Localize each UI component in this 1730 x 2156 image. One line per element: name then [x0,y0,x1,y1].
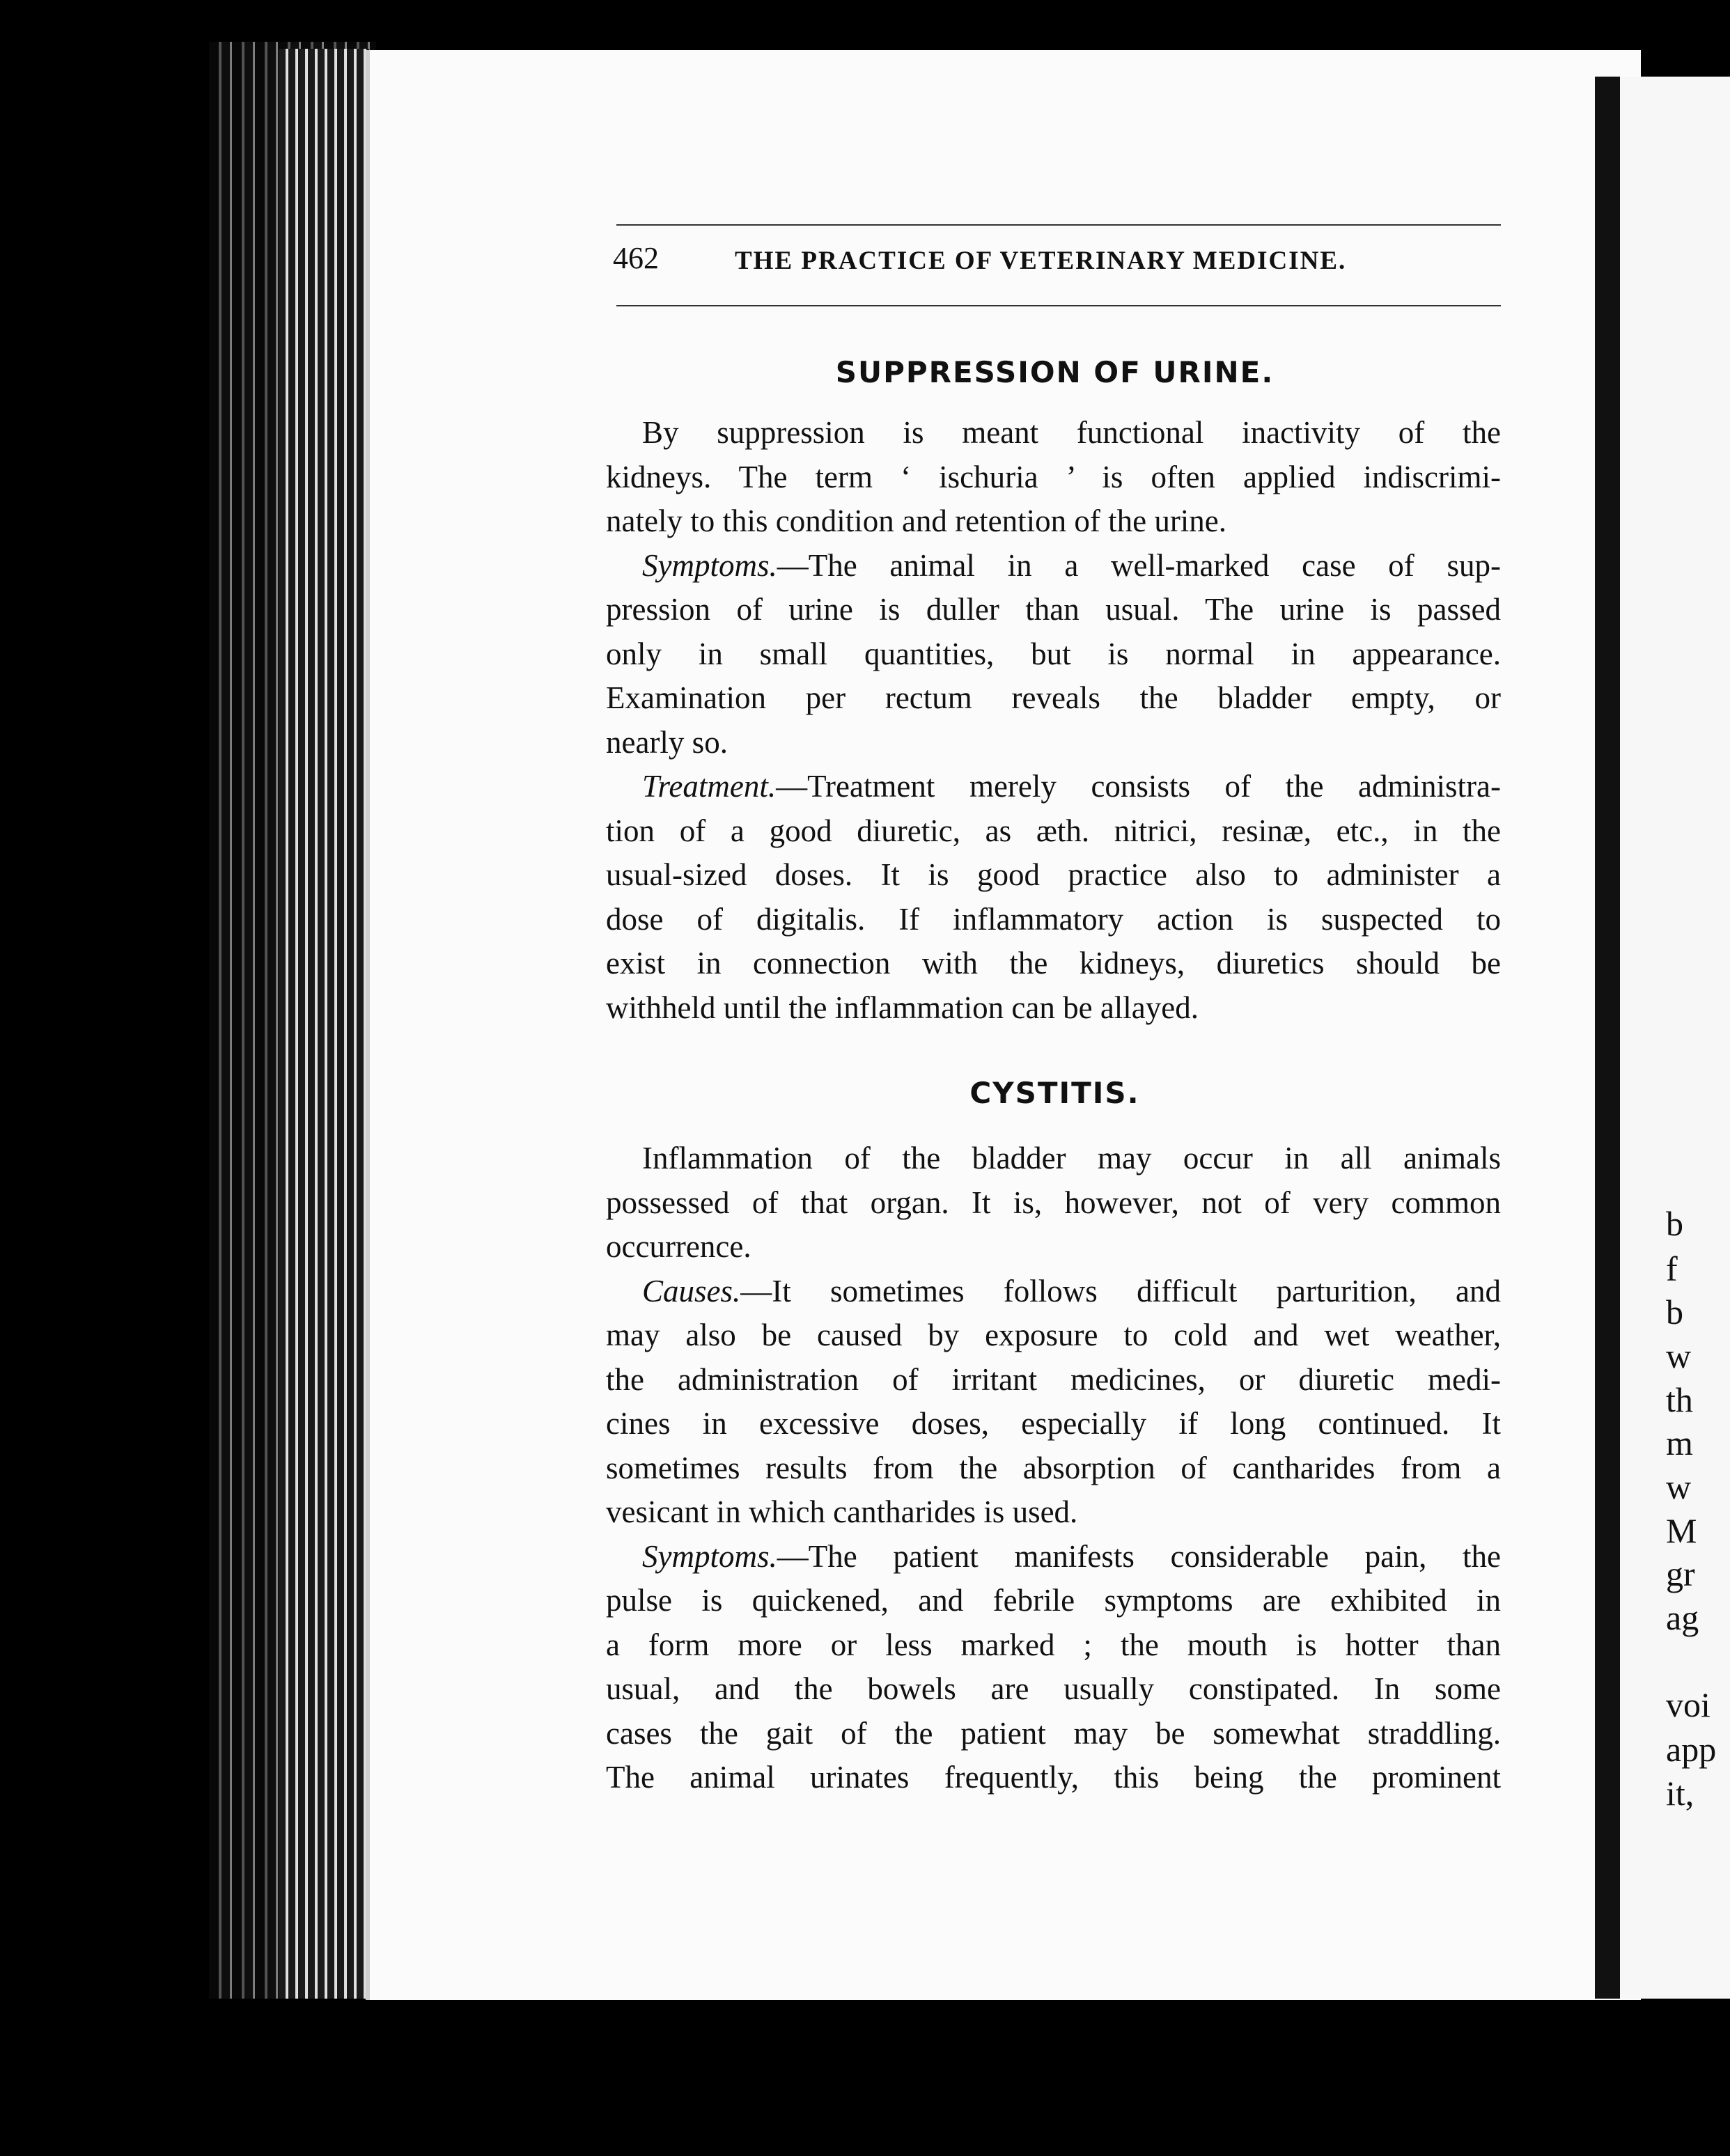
text-line: Inflammation of the bladder may occur in all animals [642,1141,1501,1175]
facing-page-fragment: it, [1666,1774,1694,1813]
text-line: Examination per rectum reveals the bladder empty, or [606,680,1501,715]
text-line: pression of urine is duller than usual. The urine is passed [606,592,1501,627]
text-line: dose of digitalis. If inflammatory action is suspected to [606,901,1501,937]
text-line: tion of a good diuretic, as æth. nitrici, resinæ, etc., in the [606,813,1501,848]
text-line-treatment [606,765,1501,809]
text-line: kidneys. The term ‘ ischuria ’ is often applied indiscrimi- [606,459,1501,494]
facing-page-fragment: b [1666,1204,1683,1243]
text-line: sometimes results from the absorption of cantharides from a [606,1450,1501,1485]
run-in-heading: Causes. [642,1273,741,1309]
text-line: nately to this condition and retention of the urine. [606,503,1227,538]
facing-page-fragment: M [1666,1511,1697,1550]
running-title: THE PRACTICE OF VETERINARY MEDICINE. [735,247,1347,275]
header-rule-top [616,224,1501,226]
run-in-heading: Treatment. [642,769,777,804]
text-line-symptoms [606,544,1501,588]
text-line: The animal urinates frequently, this being the prominent [606,1760,1501,1795]
facing-page-fragment: voi [1666,1685,1710,1724]
section-heading-cystitis: CYSTITIS. [969,1076,1140,1110]
facing-page-fragment: th [1666,1380,1693,1419]
run-in-heading: Symptoms. [642,1538,777,1574]
header-rule-bottom [616,305,1501,306]
text-line: the administration of irritant medicines, or diuretic medi- [606,1361,1501,1397]
page-number: 462 [613,241,659,275]
text-line: nearly so. [606,724,728,760]
text-line: may also be caused by exposure to cold and wet weather, [606,1318,1501,1352]
facing-page-fragment: gr [1666,1554,1695,1593]
text-line: only in small quantities, but is normal in appearance. [606,636,1501,671]
text-line-rest: —The patient manifests considerable pain, the [777,1538,1501,1574]
text-line: usual-sized doses. It is good practice also to administer a [606,857,1501,892]
text-line-rest: —Treatment merely consists of the administra- [776,769,1501,804]
text-line: cines in excessive doses, especially if long continued. It [606,1406,1501,1441]
section-body-suppression [606,411,1501,1030]
text-line-rest: —It sometimes follows difficult parturition, and [740,1273,1501,1309]
text-line: occurrence. [606,1229,751,1264]
text-line: vesicant in which cantharides is used. [606,1494,1078,1529]
text-line: possessed of that organ. It is, however, not of very common [606,1185,1501,1220]
facing-page-fragment: w [1666,1467,1692,1506]
text-line: a form more or less marked ; the mouth is hotter than [606,1627,1501,1662]
text-line: exist in connection with the kidneys, diuretics should be [606,946,1501,981]
text-line: pulse is quickened, and febrile symptoms are exhibited in [606,1583,1501,1618]
text-line-rest: —The animal in a well-marked case of sup- [777,547,1501,583]
text-line-causes [606,1270,1501,1314]
section-heading-suppression: SUPPRESSION OF URINE. [835,355,1275,389]
text-line: usual, and the bowels are usually constipated. In some [606,1671,1501,1706]
text-line-symptoms [606,1535,1501,1579]
facing-page-fragment: app [1666,1730,1717,1769]
run-in-heading: Symptoms. [642,547,777,583]
section-body-cystitis [606,1136,1501,1800]
text-line: cases the gait of the patient may be somewhat straddling. [606,1715,1501,1751]
facing-page-fragment: ag [1666,1598,1699,1637]
book-page-edges-light [279,49,369,1999]
facing-page-fragment: m [1666,1423,1693,1462]
facing-page-fragment: w [1666,1336,1692,1375]
text-line: withheld until the inflammation can be allayed. [606,990,1199,1025]
facing-page-fragment: b [1666,1292,1683,1331]
facing-page-fragment: f [1666,1249,1678,1288]
text-line: By suppression is meant functional inactivity of the [642,415,1501,450]
